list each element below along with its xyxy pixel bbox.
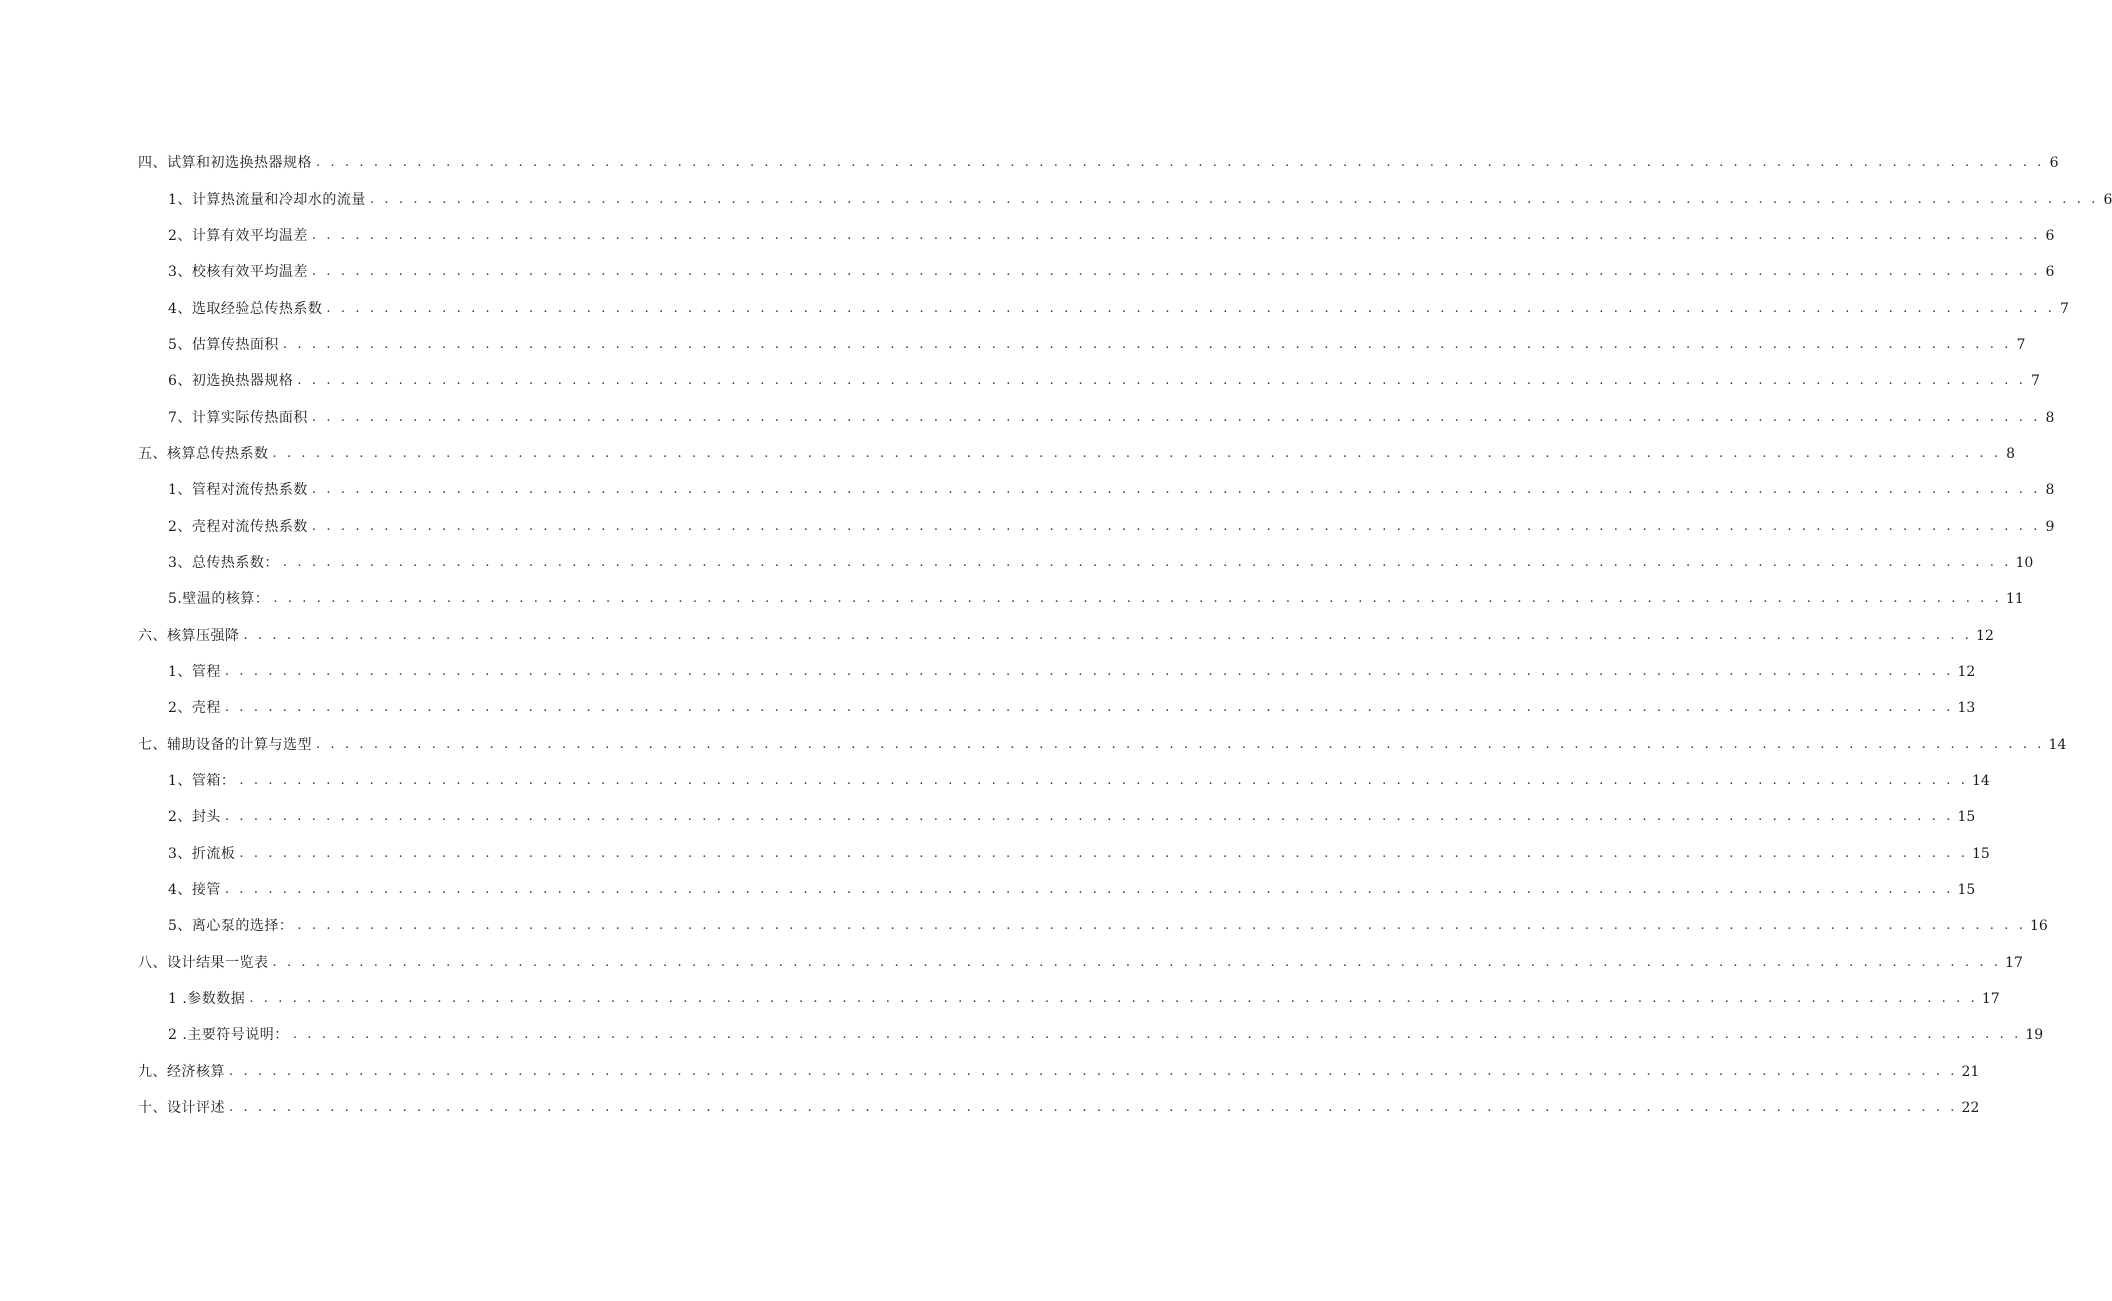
toc-entry-page-number: 13 [1957,700,1976,717]
toc-dot-leader: . . . . . . . . . . . . . . . . . . . . . . . . . . . . . . . . . . . . . . . . . . . . . . . . . . . . . . . . . . . . . . . . . . . . . . . . . . . . . . . . . . . . . . . . . . . . . . . . . . . . . . . . . . . . . . . . . . . . . . . . [311,482,2041,498]
toc-entry-page-number: 21 [1961,1063,1980,1080]
toc-dot-leader: . . . . . . . . . . . . . . . . . . . . . . . . . . . . . . . . . . . . . . . . . . . . . . . . . . . . . . . . . . . . . . . . . . . . . . . . . . . . . . . . . . . . . . . . . . . . . . . . . . . . . . . . . . . . . . . . . . . . . . . . [311,518,2041,534]
toc-entry-page-number: 8 [2045,482,2055,499]
toc-section-entry[interactable] [0,581,2024,617]
toc-dot-leader: . . . . . . . . . . . . . . . . . . . . . . . . . . . . . . . . . . . . . . . . . . . . . . . . . . . . . . . . . . . . . . . . . . . . . . . . . . . . . . . . . . . . . . . . . . . . . . . . . . . . . . . . . . . . . . . . . . . . . . . . [292,1027,2022,1043]
toc-section-entry[interactable] [0,1017,2044,1053]
toc-dot-leader: . . . . . . . . . . . . . . . . . . . . . . . . . . . . . . . . . . . . . . . . . . . . . . . . . . . . . . . . . . . . . . . . . . . . . . . . . . . . . . . . . . . . . . . . . . . . . . . . . . . . . . . . . . . . . . . . . . . . . . . . [316,155,2045,171]
toc-entry-title: 1、计算热流量和冷却水的流量 [168,191,366,208]
toc-chapter-entry[interactable] [0,436,2016,472]
toc-entry-title: 4、接管 [168,882,221,899]
toc-dot-leader: . . . . . . . . . . . . . . . . . . . . . . . . . . . . . . . . . . . . . . . . . . . . . . . . . . . . . . . . . . . . . . . . . . . . . . . . . . . . . . . . . . . . . . . . . . . . . . . . . . . . . . . . . . . . . . . . . . . . . . . . [243,627,1973,643]
toc-entry-title: 2 .主要符号说明： [168,1027,289,1044]
toc-entry-page-number: 10 [2015,554,2034,571]
toc-entry-page-number: 7 [2016,336,2026,353]
toc-section-entry[interactable] [0,908,2048,944]
toc-entry-title: 八、设计结果一览表 [138,954,269,971]
toc-entry-title: 4、选取经验总传热系数 [168,300,323,317]
toc-dot-leader: . . . . . . . . . . . . . . . . . . . . . . . . . . . . . . . . . . . . . . . . . . . . . . . . . . . . . . . . . . . . . . . . . . . . . . . . . . . . . . . . . . . . . . . . . . . . . . . . . . . . . . . . . . . . . . . . . . . . . . . . [272,954,2002,970]
toc-entry-page-number: 11 [2005,591,2024,608]
toc-chapter-entry[interactable] [0,945,2023,981]
toc-section-entry[interactable] [0,399,2055,435]
toc-entry-page-number: 19 [2025,1027,2044,1044]
toc-entry-page-number: 12 [1957,663,1976,680]
toc-chapter-entry[interactable] [0,1090,1980,1126]
toc-section-entry[interactable] [0,472,2055,508]
toc-entry-title: 5.壁温的核算： [168,591,270,608]
toc-entry-title: 2、计算有效平均温差 [168,227,308,244]
toc-entry-page-number: 15 [1957,882,1976,899]
toc-dot-leader: . . . . . . . . . . . . . . . . . . . . . . . . . . . . . . . . . . . . . . . . . . . . . . . . . . . . . . . . . . . . . . . . . . . . . . . . . . . . . . . . . . . . . . . . . . . . . . . . . . . . . . . . . . . . . . . . . . . . . . . . [272,445,2002,461]
toc-dot-leader: . . . . . . . . . . . . . . . . . . . . . . . . . . . . . . . . . . . . . . . . . . . . . . . . . . . . . . . . . . . . . . . . . . . . . . . . . . . . . . . . . . . . . . . . . . . . . . . . . . . . . . . . . . . . . . . . . . . . . . . . [282,554,2012,570]
toc-dot-leader: . . . . . . . . . . . . . . . . . . . . . . . . . . . . . . . . . . . . . . . . . . . . . . . . . . . . . . . . . . . . . . . . . . . . . . . . . . . . . . . . . . . . . . . . . . . . . . . . . . . . . . . . . . . . . . . . . . . . . . . . [239,845,1968,861]
toc-entry-page-number: 14 [2048,736,2067,753]
toc-entry-title: 1、管程对流传热系数 [168,482,308,499]
toc-entry-title: 2、壳程对流传热系数 [168,518,308,535]
toc-entry-title: 6、初选换热器规格 [168,373,294,390]
toc-section-entry[interactable] [0,218,2055,254]
toc-dot-leader: . . . . . . . . . . . . . . . . . . . . . . . . . . . . . . . . . . . . . . . . . . . . . . . . . . . . . . . . . . . . . . . . . . . . . . . . . . . . . . . . . . . . . . . . . . . . . . . . . . . . . . . . . . . . . . . . . . . . . . . . [229,1100,1958,1116]
toc-section-entry[interactable] [0,363,2040,399]
toc-dot-leader: . . . . . . . . . . . . . . . . . . . . . . . . . . . . . . . . . . . . . . . . . . . . . . . . . . . . . . . . . . . . . . . . . . . . . . . . . . . . . . . . . . . . . . . . . . . . . . . . . . . . . . . . . . . . . . . . . . . . . . . . [311,264,2041,280]
toc-entry-page-number: 8 [2006,445,2016,462]
toc-entry-title: 5、离心泵的选择： [168,918,294,935]
toc-entry-title: 1、管箱： [168,773,236,790]
toc-entry-title: 3、总传热系数： [168,554,279,571]
toc-dot-leader: . . . . . . . . . . . . . . . . . . . . . . . . . . . . . . . . . . . . . . . . . . . . . . . . . . . . . . . . . . . . . . . . . . . . . . . . . . . . . . . . . . . . . . . . . . . . . . . . . . . . . . . . . . . . . . . . . . . . . . . . [229,1063,1958,1079]
toc-entry-page-number: 6 [2049,155,2059,172]
toc-entry-title: 3、折流板 [168,845,236,862]
toc-entry-page-number: 7 [2060,300,2069,317]
toc-entry-title: 2、壳程 [168,700,221,717]
toc-entry-title: 1、管程 [168,663,221,680]
toc-entry-page-number: 14 [1971,773,1990,790]
toc-dot-leader: . . . . . . . . . . . . . . . . . . . . . . . . . . . . . . . . . . . . . . . . . . . . . . . . . . . . . . . . . . . . . . . . . . . . . . . . . . . . . . . . . . . . . . . . . . . . . . . . . . . . . . . . . . . . . . . . . . . . . . . . [224,700,1954,716]
toc-entry-page-number: 8 [2045,409,2055,426]
toc-dot-leader: . . . . . . . . . . . . . . . . . . . . . . . . . . . . . . . . . . . . . . . . . . . . . . . . . . . . . . . . . . . . . . . . . . . . . . . . . . . . . . . . . . . . . . . . . . . . . . . . . . . . . . . . . . . . . . . . . . . . . . . . [224,663,1954,679]
toc-section-entry[interactable] [0,690,1976,726]
toc-entry-page-number: 9 [2045,518,2055,535]
toc-entry-title: 七、辅助设备的计算与选型 [138,736,312,753]
toc-section-entry[interactable] [0,836,1990,872]
toc-dot-leader: . . . . . . . . . . . . . . . . . . . . . . . . . . . . . . . . . . . . . . . . . . . . . . . . . . . . . . . . . . . . . . . . . . . . . . . . . . . . . . . . . . . . . . . . . . . . . . . . . . . . . . . . . . . . . . . . . . . . . . . . [311,227,2041,243]
table-of-contents [0,145,2112,1126]
toc-section-entry[interactable] [0,763,1990,799]
toc-section-entry[interactable] [0,545,2034,581]
toc-dot-leader: . . . . . . . . . . . . . . . . . . . . . . . . . . . . . . . . . . . . . . . . . . . . . . . . . . . . . . . . . . . . . . . . . . . . . . . . . . . . . . . . . . . . . . . . . . . . . . . . . . . . . . . . . . . . . . . . . . . . . . . . [326,300,2055,316]
toc-entry-page-number: 17 [2005,954,2023,971]
toc-entry-title: 5、估算传热面积 [168,336,279,353]
toc-section-entry[interactable] [0,254,2055,290]
toc-dot-leader: . . . . . . . . . . . . . . . . . . . . . . . . . . . . . . . . . . . . . . . . . . . . . . . . . . . . . . . . . . . . . . . . . . . . . . . . . . . . . . . . . . . . . . . . . . . . . . . . . . . . . . . . . . . . . . . . . . . . . . . . [239,773,1968,789]
toc-entry-page-number: 15 [1971,845,1990,862]
toc-entry-title: 五、核算总传热系数 [138,445,269,462]
toc-dot-leader: . . . . . . . . . . . . . . . . . . . . . . . . . . . . . . . . . . . . . . . . . . . . . . . . . . . . . . . . . . . . . . . . . . . . . . . . . . . . . . . . . . . . . . . . . . . . . . . . . . . . . . . . . . . . . . . . . . . . . . . . [369,191,2099,207]
toc-dot-leader: . . . . . . . . . . . . . . . . . . . . . . . . . . . . . . . . . . . . . . . . . . . . . . . . . . . . . . . . . . . . . . . . . . . . . . . . . . . . . . . . . . . . . . . . . . . . . . . . . . . . . . . . . . . . . . . . . . . . . . . . [273,591,2002,607]
toc-chapter-entry[interactable] [0,727,2067,763]
toc-section-entry[interactable] [0,981,2000,1017]
toc-dot-leader: . . . . . . . . . . . . . . . . . . . . . . . . . . . . . . . . . . . . . . . . . . . . . . . . . . . . . . . . . . . . . . . . . . . . . . . . . . . . . . . . . . . . . . . . . . . . . . . . . . . . . . . . . . . . . . . . . . . . . . . . [224,882,1954,898]
toc-section-entry[interactable] [0,508,2055,544]
toc-section-entry[interactable] [0,181,2112,217]
toc-entry-title: 十、设计评述 [138,1100,225,1117]
toc-dot-leader: . . . . . . . . . . . . . . . . . . . . . . . . . . . . . . . . . . . . . . . . . . . . . . . . . . . . . . . . . . . . . . . . . . . . . . . . . . . . . . . . . . . . . . . . . . . . . . . . . . . . . . . . . . . . . . . . . . . . . . . . [224,809,1954,825]
toc-section-entry[interactable] [0,290,2069,326]
toc-entry-page-number: 15 [1957,809,1976,826]
toc-dot-leader: . . . . . . . . . . . . . . . . . . . . . . . . . . . . . . . . . . . . . . . . . . . . . . . . . . . . . . . . . . . . . . . . . . . . . . . . . . . . . . . . . . . . . . . . . . . . . . . . . . . . . . . . . . . . . . . . . . . . . . . . [297,373,2026,389]
toc-chapter-entry[interactable] [0,145,2059,181]
toc-section-entry[interactable] [0,327,2026,363]
toc-entry-title: 1 .参数数据 [168,991,246,1008]
toc-entry-title: 7、计算实际传热面积 [168,409,308,426]
toc-dot-leader: . . . . . . . . . . . . . . . . . . . . . . . . . . . . . . . . . . . . . . . . . . . . . . . . . . . . . . . . . . . . . . . . . . . . . . . . . . . . . . . . . . . . . . . . . . . . . . . . . . . . . . . . . . . . . . . . . . . . . . . . [282,336,2012,352]
toc-dot-leader: . . . . . . . . . . . . . . . . . . . . . . . . . . . . . . . . . . . . . . . . . . . . . . . . . . . . . . . . . . . . . . . . . . . . . . . . . . . . . . . . . . . . . . . . . . . . . . . . . . . . . . . . . . . . . . . . . . . . . . . . [311,409,2041,425]
toc-dot-leader: . . . . . . . . . . . . . . . . . . . . . . . . . . . . . . . . . . . . . . . . . . . . . . . . . . . . . . . . . . . . . . . . . . . . . . . . . . . . . . . . . . . . . . . . . . . . . . . . . . . . . . . . . . . . . . . . . . . . . . . . [297,918,2026,934]
toc-chapter-entry[interactable] [0,617,1994,653]
toc-entry-title: 四、试算和初选换热器规格 [138,155,312,172]
toc-entry-page-number: 6 [2045,227,2055,244]
toc-dot-leader: . . . . . . . . . . . . . . . . . . . . . . . . . . . . . . . . . . . . . . . . . . . . . . . . . . . . . . . . . . . . . . . . . . . . . . . . . . . . . . . . . . . . . . . . . . . . . . . . . . . . . . . . . . . . . . . . . . . . . . . . [316,736,2045,752]
toc-dot-leader: . . . . . . . . . . . . . . . . . . . . . . . . . . . . . . . . . . . . . . . . . . . . . . . . . . . . . . . . . . . . . . . . . . . . . . . . . . . . . . . . . . . . . . . . . . . . . . . . . . . . . . . . . . . . . . . . . . . . . . . . [249,991,1978,1007]
toc-entry-page-number: 16 [2029,918,2048,935]
toc-entry-page-number: 7 [2031,373,2040,390]
toc-entry-title: 3、校核有效平均温差 [168,264,308,281]
toc-entry-title: 六、核算压强降 [138,627,240,644]
toc-section-entry[interactable] [0,654,1976,690]
toc-entry-page-number: 22 [1961,1100,1980,1117]
toc-entry-title: 九、经济核算 [138,1063,225,1080]
toc-entry-page-number: 6 [2103,191,2112,208]
toc-section-entry[interactable] [0,799,1976,835]
toc-section-entry[interactable] [0,872,1976,908]
toc-entry-page-number: 17 [1981,991,2000,1008]
toc-entry-page-number: 6 [2045,264,2055,281]
toc-entry-page-number: 12 [1976,627,1994,644]
toc-chapter-entry[interactable] [0,1054,1980,1090]
toc-entry-title: 2、封头 [168,809,221,826]
